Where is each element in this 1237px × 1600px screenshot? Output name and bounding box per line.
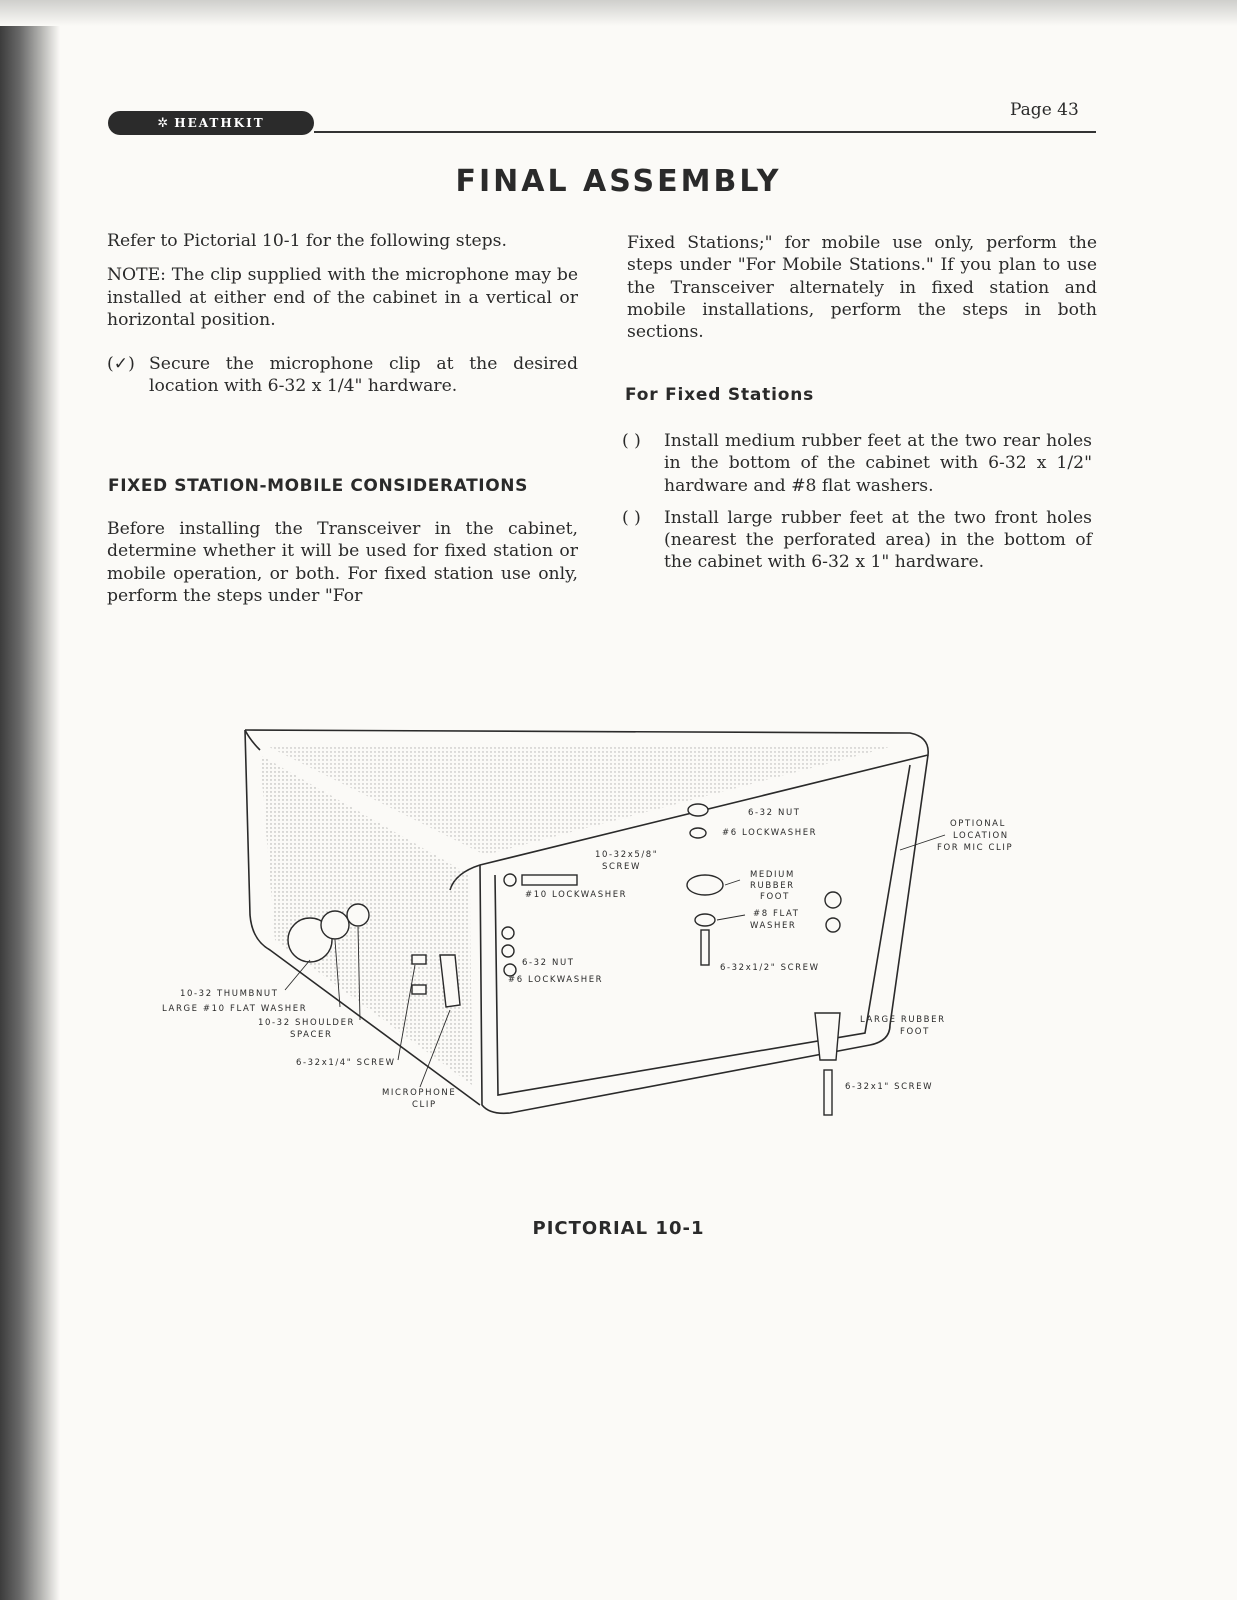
small-screw-icon — [412, 955, 426, 964]
foot-icon — [825, 892, 841, 908]
label-shoulder-1: 10-32 SHOULDER — [258, 1018, 356, 1028]
medium-foot-icon — [687, 875, 723, 895]
section-heading: FIXED STATION-MOBILE CONSIDERATIONS — [108, 476, 528, 496]
step-text: Install medium rubber feet at the two rear holes in the bottom of the cabinet with 6-32 x 1/2" hardware and #8 flat washers. — [664, 431, 1092, 496]
small-screw-icon — [412, 985, 426, 994]
large-foot-icon — [815, 1013, 840, 1060]
label-washer-2: WASHER — [750, 921, 797, 931]
step-medium-feet — [622, 430, 1092, 497]
label-screw-10-32: 10-32x5/8" — [595, 850, 659, 860]
label-screw-one: 6-32x1" SCREW — [845, 1082, 934, 1092]
label-nut-top: 6-32 NUT — [748, 808, 801, 818]
binding-shadow — [0, 0, 60, 1600]
label-lockwasher-mid: #6 LOCKWASHER — [508, 975, 604, 985]
label-large-foot-1: LARGE RUBBER — [860, 1015, 946, 1025]
note-text: NOTE: The clip supplied with the microphone may be installed at either end of the cabinet in a vertical or horizontal position. — [107, 265, 578, 330]
step-text: Install large rubber feet at the two front holes (nearest the perforated area) in the bottom of the cabinet with 6-32 x 1" hardware. — [664, 507, 1092, 573]
step-secure-clip — [107, 353, 578, 398]
header-rule — [314, 131, 1096, 133]
label-optional-1: OPTIONAL — [950, 819, 1006, 829]
label-optional-2: LOCATION — [953, 831, 1009, 841]
label-large-flat-washer: LARGE #10 FLAT WASHER — [162, 1004, 308, 1014]
label-mic-clip-1: MICROPHONE — [382, 1088, 457, 1098]
heathkit-logo — [108, 111, 314, 135]
label-mic-clip-2: CLIP — [412, 1100, 437, 1110]
nut-icon — [502, 945, 514, 957]
foot-icon — [826, 918, 840, 932]
pictorial-caption: PICTORIAL 10-1 — [532, 1218, 705, 1239]
label-large-foot-2: FOOT — [900, 1027, 930, 1037]
top-shadow — [0, 0, 1237, 26]
label-shoulder-2: SPACER — [290, 1030, 333, 1040]
page-title: FINAL ASSEMBLY — [455, 164, 782, 199]
label-lockwasher-top: #6 LOCKWASHER — [722, 828, 818, 838]
label-screw-half: 6-32x1/2" SCREW — [720, 963, 820, 973]
screw-half-icon — [701, 930, 709, 965]
label-thumbnut: 10-32 THUMBNUT — [180, 989, 279, 999]
pictorial-drawing — [150, 715, 1050, 1135]
continued-paragraph: Fixed Stations;" for mobile use only, perform the steps under "For Mobile Stations." If you plan to use the Transceiver alternately in fixed station and mobile installations, perform the steps in both sections. — [627, 233, 1097, 343]
label-medium-3: FOOT — [760, 892, 790, 902]
label-lockwasher-10: #10 LOCKWASHER — [525, 890, 628, 900]
left-column-lower — [107, 518, 578, 607]
long-screw-icon — [522, 875, 577, 885]
left-column — [107, 230, 578, 398]
step-checkbox: ( ) — [622, 507, 641, 528]
section-paragraph: Before installing the Transceiver in the cabinet, determine whether it will be used for fixed station or mobile operation, or both. For fixed station use only, perform the steps under "For — [107, 519, 578, 606]
fixed-steps — [622, 430, 1092, 574]
step-large-feet — [622, 507, 1092, 574]
right-column — [627, 232, 1097, 343]
shoulder-spacer-icon — [347, 904, 369, 926]
step-text: Secure the microphone clip at the desired location with 6-32 x 1/4" hardware. — [149, 354, 578, 397]
nut-icon — [502, 927, 514, 939]
label-nut-mid: 6-32 NUT — [522, 958, 575, 968]
top-nut-icon — [688, 804, 708, 816]
lockwasher-icon — [504, 874, 516, 886]
screw-one-icon — [824, 1070, 832, 1115]
label-screw-quarter: 6-32x1/4" SCREW — [296, 1058, 396, 1068]
flat-washer-icon — [695, 914, 715, 926]
step-checkbox: (✓) — [107, 354, 135, 375]
intro-text: Refer to Pictorial 10-1 for the following steps. — [107, 231, 507, 251]
top-lockwasher-icon — [690, 828, 706, 838]
page-number: Page 43 — [1010, 100, 1079, 120]
fixed-stations-heading: For Fixed Stations — [625, 385, 815, 405]
label-screw-word: SCREW — [602, 862, 642, 872]
flat-washer-icon — [321, 911, 349, 939]
label-optional-3: FOR MIC CLIP — [937, 843, 1014, 853]
atom-logo-icon: ✲ — [157, 115, 169, 131]
logo-text: HEATHKIT — [174, 116, 265, 130]
label-medium-2: RUBBER — [750, 881, 795, 891]
step-checkbox: ( ) — [622, 431, 641, 451]
label-medium-1: MEDIUM — [750, 870, 795, 880]
label-washer-1: #8 FLAT — [753, 909, 800, 919]
